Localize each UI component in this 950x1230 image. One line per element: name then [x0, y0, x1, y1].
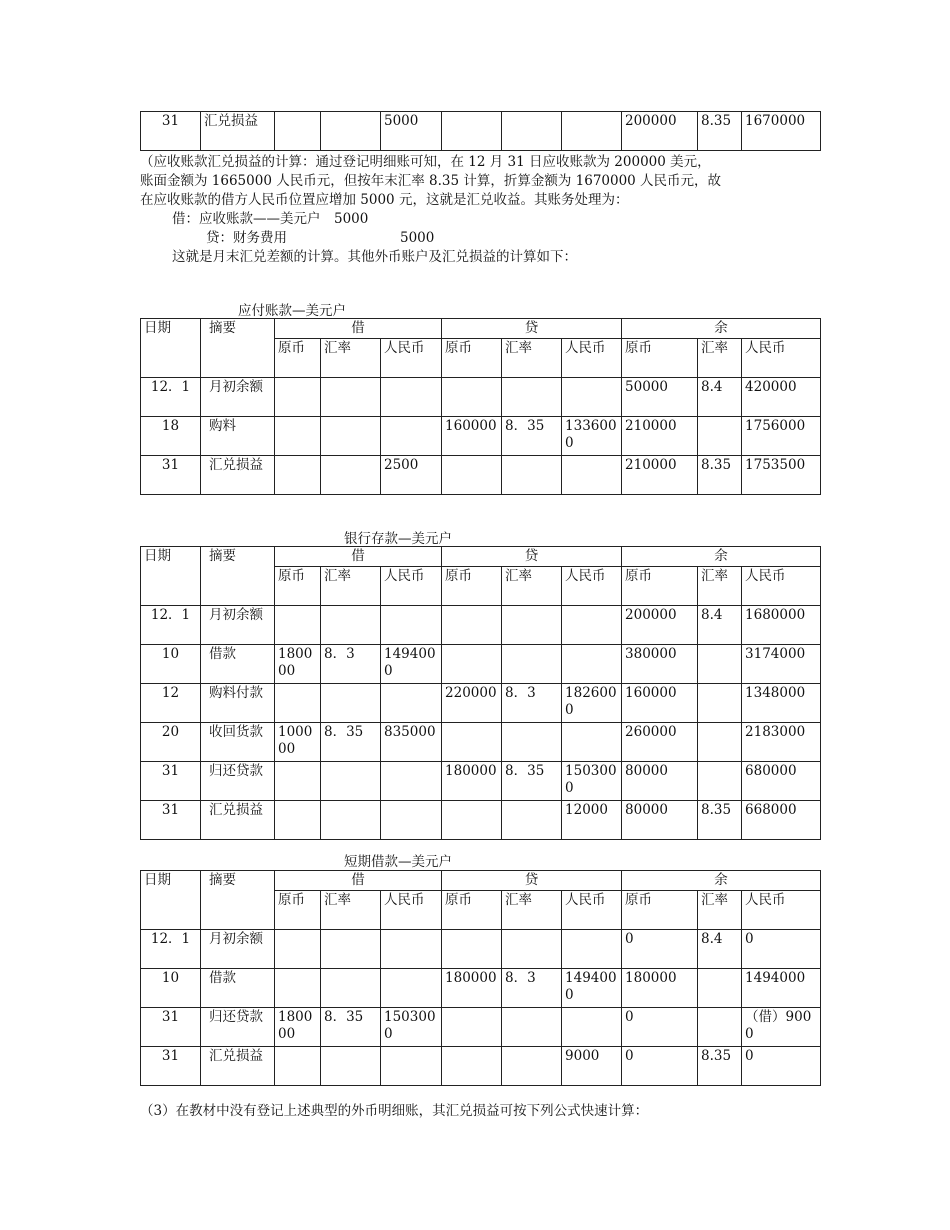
date-cell: 12．1 — [141, 606, 201, 645]
balance-rmb-cell: 0 — [742, 1047, 821, 1086]
balance-rate-cell — [698, 969, 742, 1008]
table-row — [141, 969, 821, 1008]
credit-rmb-cell: 12000 — [562, 801, 622, 840]
header-date: 日期 — [141, 871, 201, 930]
header-rate: 汇率 — [698, 891, 742, 930]
balance-rmb-cell: 420000 — [742, 378, 821, 417]
debit-rate-cell: 8．35 — [321, 723, 381, 762]
balance-rate-cell: 8.35 — [698, 456, 742, 495]
header-orig: 原币 — [275, 567, 321, 606]
debit-rmb-cell: 5000 — [381, 112, 442, 151]
balance-rate-cell: 8.35 — [698, 801, 742, 840]
credit-rmb-cell: 9000 — [562, 1047, 622, 1086]
header-rmb: 人民币 — [562, 339, 622, 378]
credit-rmb-cell — [562, 930, 622, 969]
balance-orig-cell: 200000 — [622, 606, 698, 645]
credit-rmb-cell — [562, 606, 622, 645]
summary-cell: 借款 — [201, 969, 275, 1008]
date-cell: 31 — [141, 801, 201, 840]
header-rate: 汇率 — [698, 339, 742, 378]
header-orig: 原币 — [622, 567, 698, 606]
date-cell: 12．1 — [141, 930, 201, 969]
balance-rmb-cell: 0 — [742, 930, 821, 969]
ledger-title-payable: 应付账款—美元户 — [238, 303, 346, 319]
header-row — [141, 871, 821, 891]
summary-cell: 汇兑损益 — [201, 112, 275, 151]
debit-rate-cell — [321, 1047, 381, 1086]
credit-rmb-cell: 1336000 — [562, 417, 622, 456]
balance-rate-cell — [698, 1008, 742, 1047]
credit-rmb-cell: 1826000 — [562, 684, 622, 723]
balance-rmb-cell: 2183000 — [742, 723, 821, 762]
debit-rate-cell — [321, 684, 381, 723]
explanation-line-2: 账面金额为 1665000 人民币元，但按年末汇率 8.35 计算，折算金额为 1670000 人民币元，故 — [140, 173, 722, 189]
balance-rmb-cell: 680000 — [742, 762, 821, 801]
credit-rate-cell: 8．35 — [502, 762, 562, 801]
ledger-title-bank: 银行存款—美元户 — [344, 531, 452, 547]
receivable-ledger-last-row — [140, 111, 821, 151]
credit-rate-cell — [502, 112, 562, 151]
debit-orig-cell — [275, 456, 321, 495]
balance-orig-cell: 80000 — [622, 801, 698, 840]
header-balance: 余 — [622, 547, 821, 567]
date-cell: 31 — [141, 112, 201, 151]
ledger-table-shortloan — [140, 870, 821, 1086]
debit-orig-cell — [275, 1047, 321, 1086]
header-rate: 汇率 — [321, 891, 381, 930]
date-cell: 31 — [141, 762, 201, 801]
credit-rate-cell — [502, 1047, 562, 1086]
table-row — [141, 112, 821, 151]
table-row — [141, 930, 821, 969]
table-row — [141, 1008, 821, 1047]
date-cell: 12．1 — [141, 378, 201, 417]
debit-rate-cell — [321, 930, 381, 969]
balance-rate-cell — [698, 723, 742, 762]
header-rate: 汇率 — [321, 339, 381, 378]
header-rmb: 人民币 — [742, 567, 821, 606]
header-rmb: 人民币 — [381, 567, 442, 606]
debit-orig-cell — [275, 606, 321, 645]
debit-orig-cell: 100000 — [275, 723, 321, 762]
balance-orig-cell: 380000 — [622, 645, 698, 684]
credit-orig-cell — [442, 456, 502, 495]
credit-orig-cell — [442, 930, 502, 969]
credit-rate-cell — [502, 723, 562, 762]
date-cell: 10 — [141, 645, 201, 684]
header-orig: 原币 — [622, 339, 698, 378]
header-summary: 摘要 — [201, 871, 275, 930]
ledger-title-shortloan: 短期借款—美元户 — [344, 854, 452, 870]
credit-rmb-cell — [562, 456, 622, 495]
header-debit: 借 — [275, 547, 442, 567]
summary-cell: 月初余额 — [201, 930, 275, 969]
balance-rate-cell — [698, 684, 742, 723]
balance-rate-cell: 8.4 — [698, 378, 742, 417]
explanation-line-1: （应收账款汇兑损益的计算：通过登记明细账可知，在 12 月 31 日应收账款为 200000 美元， — [140, 154, 711, 170]
credit-orig-cell — [442, 378, 502, 417]
date-cell: 31 — [141, 1008, 201, 1047]
credit-orig-cell — [442, 645, 502, 684]
debit-rate-cell — [321, 112, 381, 151]
balance-orig-cell: 200000 — [622, 112, 698, 151]
balance-rmb-cell: 668000 — [742, 801, 821, 840]
balance-rate-cell: 8.35 — [698, 1047, 742, 1086]
credit-orig-cell — [442, 606, 502, 645]
date-cell: 20 — [141, 723, 201, 762]
balance-orig-cell: 50000 — [622, 378, 698, 417]
journal-entry-credit-label: 贷：财务费用 — [206, 230, 287, 246]
summary-cell: 购料 — [201, 417, 275, 456]
date-cell: 18 — [141, 417, 201, 456]
header-orig: 原币 — [442, 339, 502, 378]
summary-cell: 归还贷款 — [201, 762, 275, 801]
header-orig: 原币 — [275, 891, 321, 930]
header-rate: 汇率 — [502, 567, 562, 606]
header-debit: 借 — [275, 319, 442, 339]
debit-rmb-cell — [381, 930, 442, 969]
table-row — [141, 645, 821, 684]
debit-orig-cell — [275, 417, 321, 456]
header-row — [141, 547, 821, 567]
header-credit: 贷 — [442, 871, 622, 891]
debit-orig-cell — [275, 378, 321, 417]
credit-orig-cell — [442, 112, 502, 151]
explanation-line-4: 这就是月末汇兑差额的计算。其他外币账户及汇兑损益的计算如下： — [172, 249, 577, 265]
debit-rmb-cell — [381, 801, 442, 840]
journal-entry-credit-amount: 5000 — [400, 230, 435, 246]
header-rmb: 人民币 — [742, 339, 821, 378]
debit-rmb-cell — [381, 1047, 442, 1086]
balance-rmb-cell: 1753500 — [742, 456, 821, 495]
balance-rmb-cell: 1670000 — [742, 112, 821, 151]
credit-rmb-cell — [562, 723, 622, 762]
header-summary: 摘要 — [201, 547, 275, 606]
balance-rate-cell: 8.4 — [698, 930, 742, 969]
debit-rmb-cell — [381, 417, 442, 456]
debit-rate-cell — [321, 417, 381, 456]
credit-rate-cell: 8．3 — [502, 969, 562, 1008]
table-row — [141, 762, 821, 801]
debit-rmb-cell — [381, 762, 442, 801]
table-row — [141, 606, 821, 645]
summary-cell: 汇兑损益 — [201, 801, 275, 840]
header-rate: 汇率 — [698, 567, 742, 606]
balance-rate-cell — [698, 762, 742, 801]
summary-cell: 月初余额 — [201, 606, 275, 645]
header-rmb: 人民币 — [562, 567, 622, 606]
balance-orig-cell: 80000 — [622, 762, 698, 801]
header-date: 日期 — [141, 319, 201, 378]
balance-orig-cell: 210000 — [622, 417, 698, 456]
debit-orig-cell — [275, 801, 321, 840]
explanation-line-3: 在应收账款的借方人民币位置应增加 5000 元，这就是汇兑收益。其账务处理为： — [140, 192, 629, 208]
balance-rmb-cell: 3174000 — [742, 645, 821, 684]
credit-orig-cell: 220000 — [442, 684, 502, 723]
header-orig: 原币 — [442, 567, 502, 606]
header-credit: 贷 — [442, 319, 622, 339]
credit-rmb-cell — [562, 1008, 622, 1047]
footer-text: （3）在教材中没有登记上述典型的外币明细账，其汇兑损益可按下列公式快速计算： — [140, 1103, 649, 1119]
balance-orig-cell: 0 — [622, 930, 698, 969]
credit-rate-cell — [502, 930, 562, 969]
balance-orig-cell: 0 — [622, 1047, 698, 1086]
credit-rmb-cell — [562, 112, 622, 151]
debit-rmb-cell — [381, 969, 442, 1008]
header-orig: 原币 — [622, 891, 698, 930]
header-rmb: 人民币 — [381, 339, 442, 378]
header-rmb: 人民币 — [562, 891, 622, 930]
header-rate: 汇率 — [502, 339, 562, 378]
credit-rmb-cell: 1494000 — [562, 969, 622, 1008]
header-rmb: 人民币 — [742, 891, 821, 930]
summary-cell: 借款 — [201, 645, 275, 684]
summary-cell: 汇兑损益 — [201, 1047, 275, 1086]
header-balance: 余 — [622, 871, 821, 891]
credit-orig-cell: 160000 — [442, 417, 502, 456]
debit-rate-cell — [321, 606, 381, 645]
table-row — [141, 684, 821, 723]
debit-rate-cell — [321, 456, 381, 495]
date-cell: 31 — [141, 1047, 201, 1086]
table-row — [141, 801, 821, 840]
credit-rmb-cell — [562, 378, 622, 417]
balance-rate-cell — [698, 645, 742, 684]
debit-rate-cell — [321, 969, 381, 1008]
credit-orig-cell — [442, 1008, 502, 1047]
balance-orig-cell: 0 — [622, 1008, 698, 1047]
header-balance: 余 — [622, 319, 821, 339]
balance-orig-cell: 260000 — [622, 723, 698, 762]
header-orig: 原币 — [275, 339, 321, 378]
journal-entry-debit: 借：应收账款——美元户 5000 — [172, 211, 369, 227]
debit-orig-cell — [275, 684, 321, 723]
credit-rate-cell — [502, 645, 562, 684]
date-cell: 31 — [141, 456, 201, 495]
debit-orig-cell: 180000 — [275, 1008, 321, 1047]
debit-rmb-cell — [381, 378, 442, 417]
date-cell: 12 — [141, 684, 201, 723]
header-rmb: 人民币 — [381, 891, 442, 930]
credit-rate-cell — [502, 801, 562, 840]
debit-orig-cell: 180000 — [275, 645, 321, 684]
debit-rate-cell: 8．35 — [321, 1008, 381, 1047]
header-rate: 汇率 — [502, 891, 562, 930]
credit-orig-cell: 180000 — [442, 969, 502, 1008]
header-orig: 原币 — [442, 891, 502, 930]
summary-cell: 汇兑损益 — [201, 456, 275, 495]
debit-rmb-cell: 1503000 — [381, 1008, 442, 1047]
balance-rmb-cell: （借）9000 — [742, 1008, 821, 1047]
debit-rate-cell — [321, 801, 381, 840]
credit-orig-cell — [442, 723, 502, 762]
table-row — [141, 723, 821, 762]
debit-rmb-cell: 2500 — [381, 456, 442, 495]
header-row — [141, 319, 821, 339]
table-row — [141, 417, 821, 456]
table-row — [141, 1047, 821, 1086]
balance-orig-cell: 160000 — [622, 684, 698, 723]
header-debit: 借 — [275, 871, 442, 891]
balance-orig-cell: 180000 — [622, 969, 698, 1008]
balance-rate-cell — [698, 417, 742, 456]
credit-orig-cell: 180000 — [442, 762, 502, 801]
ledger-table-bank — [140, 546, 821, 840]
header-summary: 摘要 — [201, 319, 275, 378]
credit-orig-cell — [442, 801, 502, 840]
credit-orig-cell — [442, 1047, 502, 1086]
debit-rate-cell: 8．3 — [321, 645, 381, 684]
credit-rate-cell: 8．3 — [502, 684, 562, 723]
credit-rate-cell — [502, 1008, 562, 1047]
summary-cell: 购料付款 — [201, 684, 275, 723]
debit-rmb-cell — [381, 606, 442, 645]
balance-orig-cell: 210000 — [622, 456, 698, 495]
debit-rate-cell — [321, 378, 381, 417]
credit-rmb-cell: 1503000 — [562, 762, 622, 801]
header-credit: 贷 — [442, 547, 622, 567]
debit-rmb-cell: 1494000 — [381, 645, 442, 684]
debit-orig-cell — [275, 969, 321, 1008]
summary-cell: 收回货款 — [201, 723, 275, 762]
debit-rate-cell — [321, 762, 381, 801]
balance-rate-cell: 8.4 — [698, 606, 742, 645]
ledger-table-payable — [140, 318, 821, 495]
date-cell: 10 — [141, 969, 201, 1008]
credit-rate-cell: 8．35 — [502, 417, 562, 456]
balance-rmb-cell: 1494000 — [742, 969, 821, 1008]
summary-cell: 月初余额 — [201, 378, 275, 417]
balance-rmb-cell: 1680000 — [742, 606, 821, 645]
debit-rmb-cell — [381, 684, 442, 723]
balance-rmb-cell: 1348000 — [742, 684, 821, 723]
debit-orig-cell — [275, 112, 321, 151]
table-row — [141, 456, 821, 495]
balance-rmb-cell: 1756000 — [742, 417, 821, 456]
credit-rate-cell — [502, 378, 562, 417]
header-rate: 汇率 — [321, 567, 381, 606]
table-row — [141, 378, 821, 417]
debit-rmb-cell: 835000 — [381, 723, 442, 762]
debit-orig-cell — [275, 930, 321, 969]
header-date: 日期 — [141, 547, 201, 606]
credit-rate-cell — [502, 606, 562, 645]
credit-rate-cell — [502, 456, 562, 495]
summary-cell: 归还贷款 — [201, 1008, 275, 1047]
debit-orig-cell — [275, 762, 321, 801]
credit-rmb-cell — [562, 645, 622, 684]
balance-rate-cell: 8.35 — [698, 112, 742, 151]
